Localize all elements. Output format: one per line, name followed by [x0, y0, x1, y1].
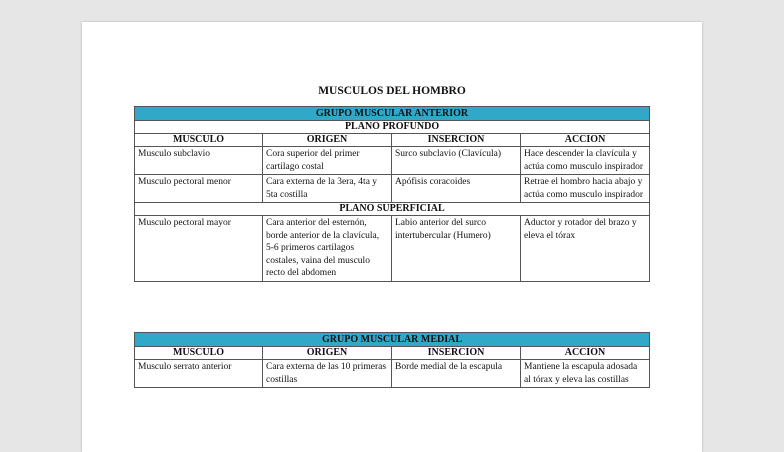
header-origen: ORIGEN: [263, 134, 392, 147]
page-title: MUSCULOS DEL HOMBRO: [318, 85, 466, 97]
table-cell: Musculo subclavio: [135, 147, 263, 175]
table-row: [135, 360, 650, 388]
table-cell: Musculo pectoral menor: [135, 175, 263, 203]
table-cell: Labio anterior del surco intertubercular (Humero): [392, 216, 521, 282]
header-musculo: MUSCULO: [135, 347, 263, 360]
table-cell: Cara anterior del esternón, borde anterior de la clavícula, 5-6 primeros cartilagos costales, vaina del musculo recto del abdomen: [263, 216, 392, 282]
table-cell: Retrae el hombro hacia abajo y actúa como musculo inspirador: [521, 175, 650, 203]
anterior-group-table: [134, 106, 650, 282]
header-accion: ACCION: [521, 134, 650, 147]
medial-group-table: [134, 332, 650, 388]
table-cell: Aductor y rotador del brazo y eleva el tórax: [521, 216, 650, 282]
table-cell: Borde medial de la escapula: [392, 360, 521, 388]
table-cell: Apófisis coracoides: [392, 175, 521, 203]
plane-title: PLANO SUPERFICIAL: [135, 203, 650, 216]
table-row: [135, 216, 650, 282]
table-cell: Musculo serrato anterior: [135, 360, 263, 388]
group-title: GRUPO MUSCULAR MEDIAL: [135, 333, 650, 347]
table-row: [135, 175, 650, 203]
header-insercion: INSERCION: [392, 134, 521, 147]
table-cell: Cara externa de las 10 primeras costillas: [263, 360, 392, 388]
table-cell: Musculo pectoral mayor: [135, 216, 263, 282]
table-cell: Surco subclavio (Clavícula): [392, 147, 521, 175]
table-cell: Cora superior del primer cartilago costal: [263, 147, 392, 175]
table-cell: Hace descender la clavícula y actúa como musculo inspirador: [521, 147, 650, 175]
table-row: [135, 147, 650, 175]
document-page: [82, 22, 702, 452]
plane-title: PLANO PROFUNDO: [135, 121, 650, 134]
header-origen: ORIGEN: [263, 347, 392, 360]
header-accion: ACCION: [521, 347, 650, 360]
header-insercion: INSERCION: [392, 347, 521, 360]
table-cell: Mantiene la escapula adosada al tórax y eleva las costillas: [521, 360, 650, 388]
table-cell: Cara externa de la 3era, 4ta y 5ta costilla: [263, 175, 392, 203]
header-musculo: MUSCULO: [135, 134, 263, 147]
group-title: GRUPO MUSCULAR ANTERIOR: [135, 107, 650, 121]
